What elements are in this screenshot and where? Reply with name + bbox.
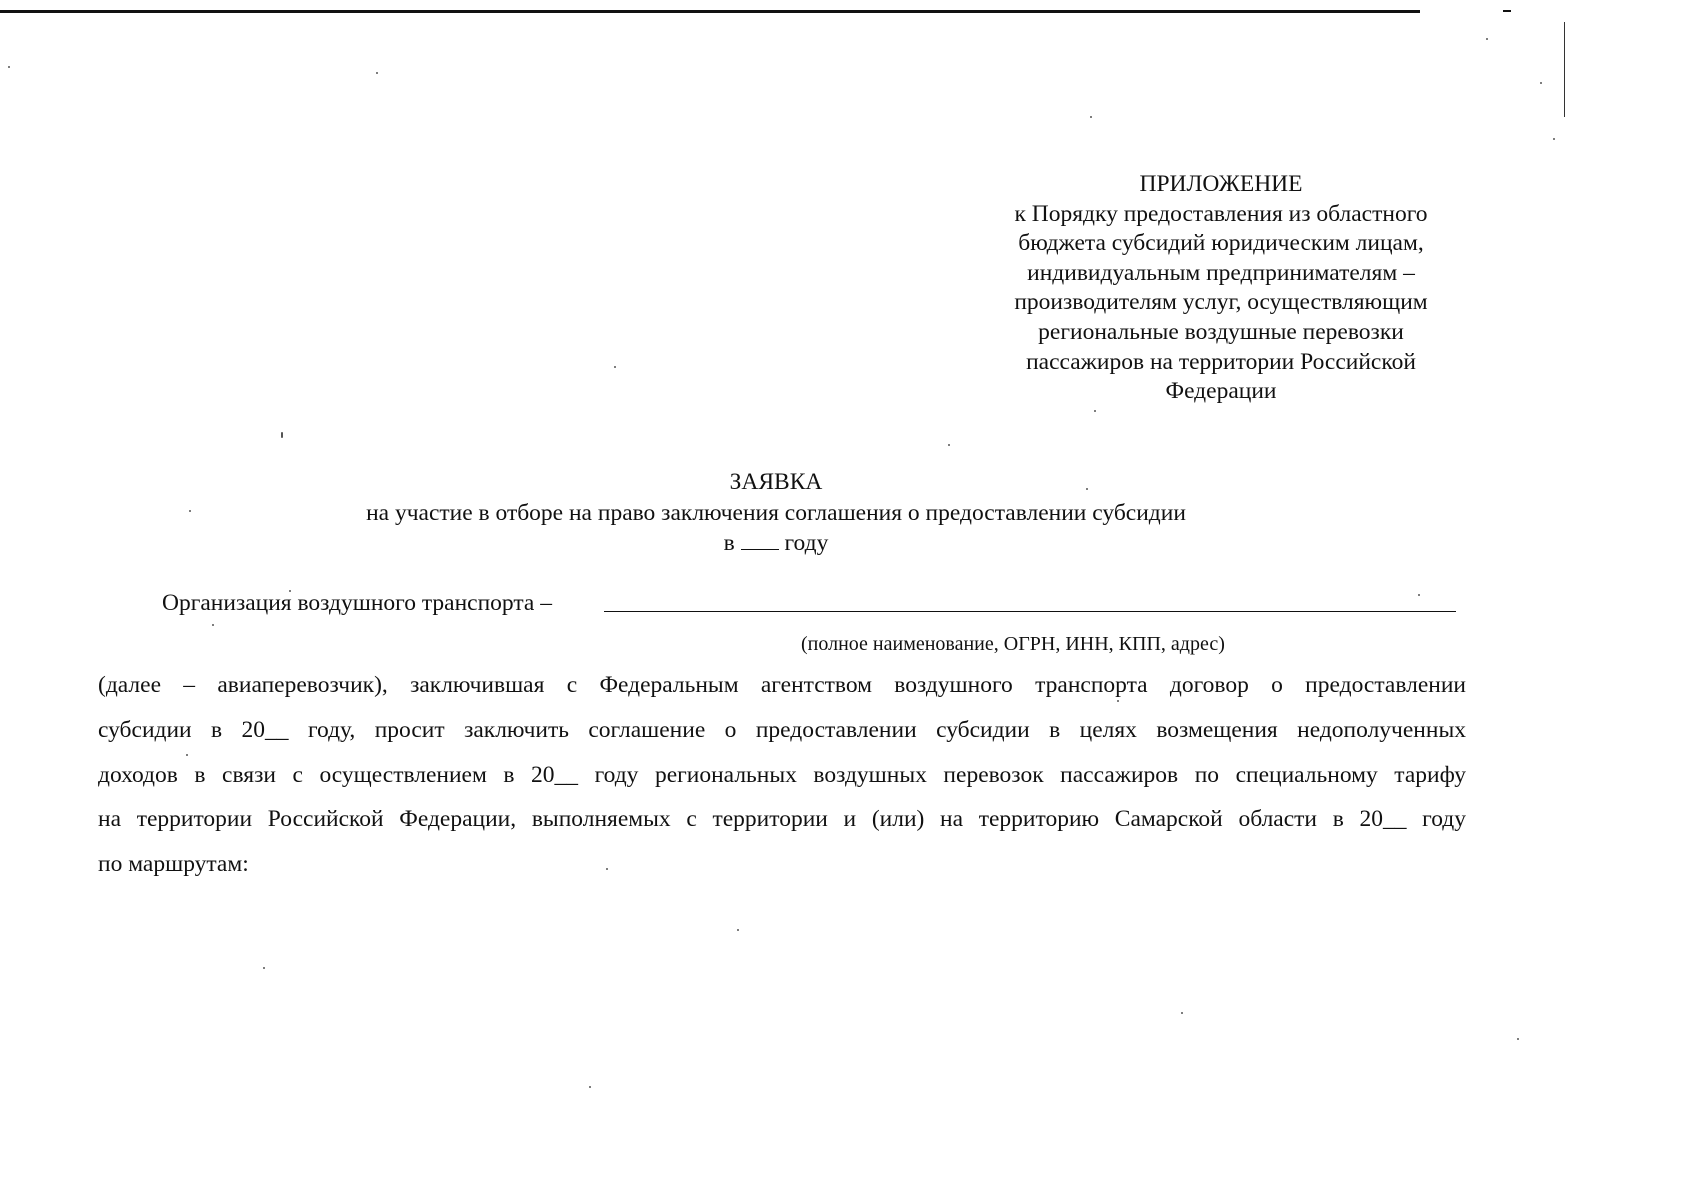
body-line: доходов в связи с осуществлением в 20__ году региональных воздушных перевозок пассажиров по специальному тарифу (98, 761, 1466, 788)
application-title: ЗАЯВКА (729, 469, 823, 495)
organization-caption: (полное наименование, ОГРН, ИНН, КПП, адрес) (801, 633, 1225, 655)
application-title-block (0, 467, 1552, 559)
organization-row (162, 588, 552, 618)
application-body (98, 668, 1466, 892)
organization-blank-field[interactable] (604, 611, 1456, 612)
body-line: по маршрутам: (98, 851, 249, 878)
top-scan-tick (1503, 10, 1511, 12)
appendix-line: к Порядку предоставления из областного (1014, 200, 1428, 227)
top-scan-rule (0, 10, 1420, 13)
appendix-line: бюджета субсидий юридическим лицам, (1018, 230, 1424, 257)
appendix-heading: ПРИЛОЖЕНИЕ (1139, 171, 1303, 197)
appendix-line: Федерации (1165, 378, 1277, 405)
appendix-line: индивидуальным предпринимателям – (1027, 259, 1415, 286)
year-prefix: в (723, 530, 735, 556)
appendix-line: региональные воздушные перевозки (1038, 318, 1404, 345)
application-year-line (0, 528, 1552, 559)
year-blank-field[interactable] (741, 530, 779, 550)
body-line: на территории Российской Федерации, выполняемых с территории и (или) на территорию Самарской области в 20__ году (98, 806, 1466, 833)
right-scan-edge (1564, 22, 1565, 117)
organization-label: Организация воздушного транспорта – (162, 590, 552, 616)
appendix-line: производителям услуг, осуществляющим (1014, 289, 1428, 316)
appendix-header (975, 170, 1467, 407)
year-suffix: году (784, 530, 829, 556)
body-line: (далее – авиаперевозчик), заключившая с Федеральным агентством воздушного транспорта договор о предоставлении (98, 672, 1466, 698)
appendix-line: пассажиров на территории Российской (1026, 348, 1416, 375)
application-subtitle: на участие в отборе на право заключения соглашения о предоставлении субсидии (366, 499, 1186, 526)
body-line: субсидии в 20__ году, просит заключить соглашение о предоставлении субсидии в целях возмещения недополученных (98, 716, 1466, 743)
